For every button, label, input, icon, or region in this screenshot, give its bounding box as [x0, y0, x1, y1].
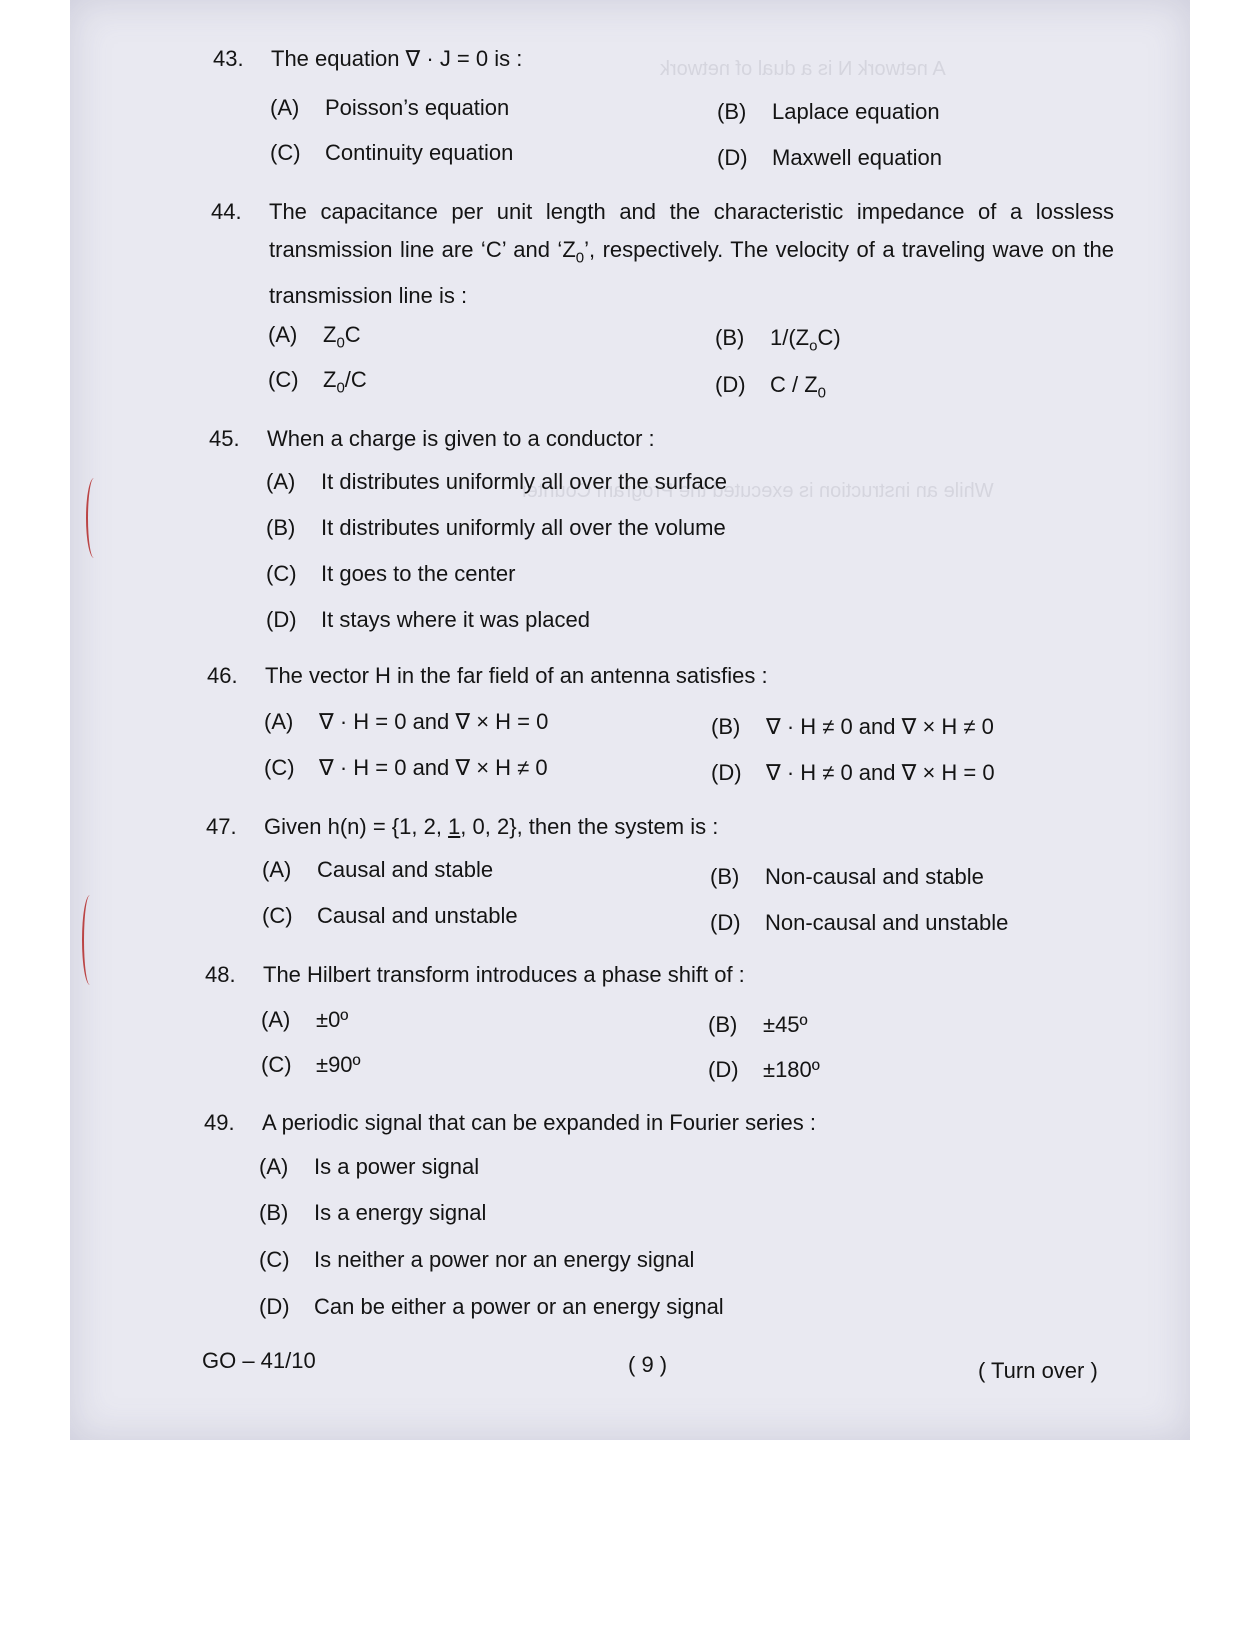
option-d: (D) Maxwell equation: [717, 145, 942, 170]
bleed-through-text: A network N is a dual of network: [660, 58, 946, 80]
question-text: The capacitance per unit length and the characteristic impedance of a lossless transmission line are ‘C’ and ‘$Z_0$’, respectively. The velocity of a traveling wave on the transmission line is :: [269, 199, 1114, 309]
question-number: 45.: [209, 426, 240, 451]
option-b: (B) Non-causal and stable: [710, 864, 984, 889]
option-b: (B) It distributes uniformly all over the volume: [266, 515, 726, 540]
question-text: The Hilbert transform introduces a phase shift of :: [263, 962, 745, 987]
option-d: (D) It stays where it was placed: [266, 607, 591, 632]
question-number: 46.: [207, 663, 238, 688]
option-a: (A) Is a power signal: [259, 1154, 480, 1179]
option-a: (A) ∇ · H = 0 and ∇ × H = 0: [264, 709, 549, 734]
question-number: 47.: [206, 814, 237, 839]
option-d: (D) Can be either a power or an energy signal: [259, 1294, 724, 1319]
question-text: A periodic signal that can be expanded in Fourier series :: [262, 1110, 816, 1135]
option-c: (C) Causal and unstable: [262, 903, 518, 928]
option-a: (A) Causal and stable: [262, 857, 494, 882]
option-c: (C) $Z_0/C$: [268, 367, 367, 397]
option-b: (B) Is a energy signal: [259, 1200, 487, 1225]
option-c: (C) It goes to the center: [266, 561, 516, 586]
turn-over-note: ( Turn over ): [978, 1358, 1098, 1383]
option-d: (D) Non-causal and unstable: [710, 910, 1009, 935]
option-a: (A) ±0º: [261, 1007, 349, 1032]
option-d: (D) ∇ · H ≠ 0 and ∇ × H = 0: [711, 760, 995, 785]
option-d: (D) C / $Z_0$: [715, 372, 827, 402]
option-c: (C) Is neither a power nor an energy signal: [259, 1247, 695, 1272]
option-b: (B) ∇ · H ≠ 0 and ∇ × H ≠ 0: [711, 714, 994, 739]
page-number: ( 9 ): [628, 1352, 668, 1377]
option-b: (B) Laplace equation: [717, 99, 940, 124]
option-c: (C) ∇ · H = 0 and ∇ × H ≠ 0: [264, 755, 548, 780]
option-b: (B) $1/(Z_oC)$: [715, 325, 841, 355]
option-c: (C) ±90º: [261, 1052, 361, 1077]
option-c: (C) Continuity equation: [270, 140, 514, 165]
question-text: The vector H in the far field of an antenna satisfies :: [265, 663, 768, 688]
question-number: 43.: [213, 46, 244, 71]
question-number: 44.: [211, 199, 242, 224]
option-a: (A) Poisson’s equation: [270, 95, 510, 120]
option-a: (A) It distributes uniformly all over the surface: [266, 469, 727, 494]
bleed-through-text: While an instruction is executed the Program Counter: [520, 480, 994, 502]
question-text: The equation ∇ · J = 0 is :: [271, 46, 523, 71]
paper-code: GO – 41/10: [202, 1348, 316, 1373]
option-a: (A) $Z_0C$: [268, 322, 361, 352]
option-b: (B) ±45º: [708, 1012, 808, 1037]
question-number: 48.: [205, 962, 236, 987]
question-number: 49.: [204, 1110, 235, 1135]
question-text: Given h(n) = {1, 2, 1, 0, 2}, then the system is :: [264, 814, 719, 839]
question-text: When a charge is given to a conductor :: [267, 426, 655, 451]
option-d: (D) ±180º: [708, 1057, 820, 1082]
